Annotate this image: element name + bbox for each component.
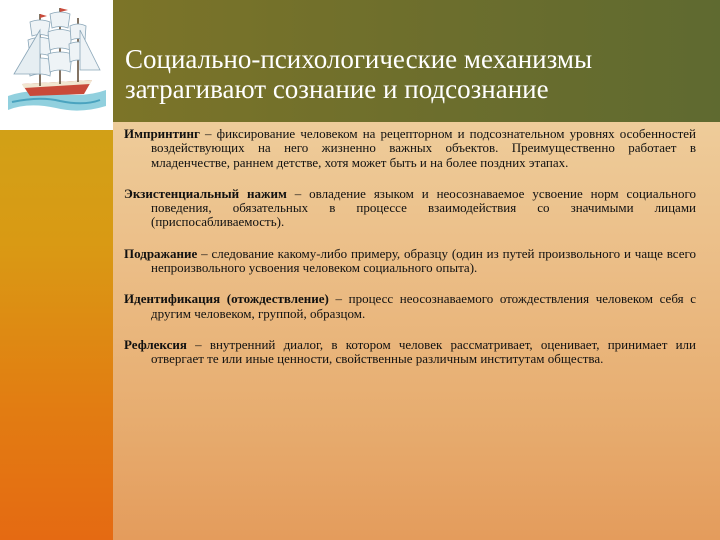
- term: Идентификация (отождествление): [124, 291, 329, 307]
- definition-existential-pressure: [124, 187, 696, 230]
- ship-icon: [0, 0, 113, 130]
- definition-imitation: [124, 247, 696, 276]
- definition-text: – следование какому-либо примеру, образцу (один из путей произвольного и чаще всего непроизвольного усвоения человеком социального опыта).: [151, 245, 696, 276]
- term: Экзистенциальный нажим: [124, 185, 287, 201]
- definition-text: – внутренний диалог, в котором человек рассматривает, оценивает, принимает или отвергает те или иные ценности, свойственные различным институтам общества.: [151, 336, 696, 367]
- term: Рефлексия: [124, 336, 187, 352]
- term: Подражание: [124, 245, 198, 261]
- title-line-2: затрагивают сознание и подсознание: [125, 74, 549, 104]
- definition-text: – фиксирование человеком на рецепторном и подсознательном уровнях особенностей воздействующих на него жизненно важных объектов. Преимущественно работает в младенчестве, раннем детстве, хотя может быть и на более поздних этапах.: [151, 126, 696, 170]
- definition-identification: [124, 292, 696, 321]
- title-line-1: Социально-психологические механизмы: [125, 44, 593, 74]
- definition-text: – процесс неосознаваемого отождествления человеком себя с другим человеком, группой, образцом.: [151, 291, 696, 321]
- slide-title: [125, 44, 710, 104]
- definitions-list: [124, 127, 696, 384]
- term: Импринтинг: [124, 126, 200, 141]
- sailing-ship-logo: [0, 0, 113, 130]
- definition-text: – овладение языком и неосознаваемое усвоение норм социального поведения, обязательных в процессе взаимодействия со значимыми лицами (приспосабливаемость).: [151, 185, 696, 230]
- definition-reflection: [124, 338, 696, 367]
- definition-imprinting: [124, 127, 696, 170]
